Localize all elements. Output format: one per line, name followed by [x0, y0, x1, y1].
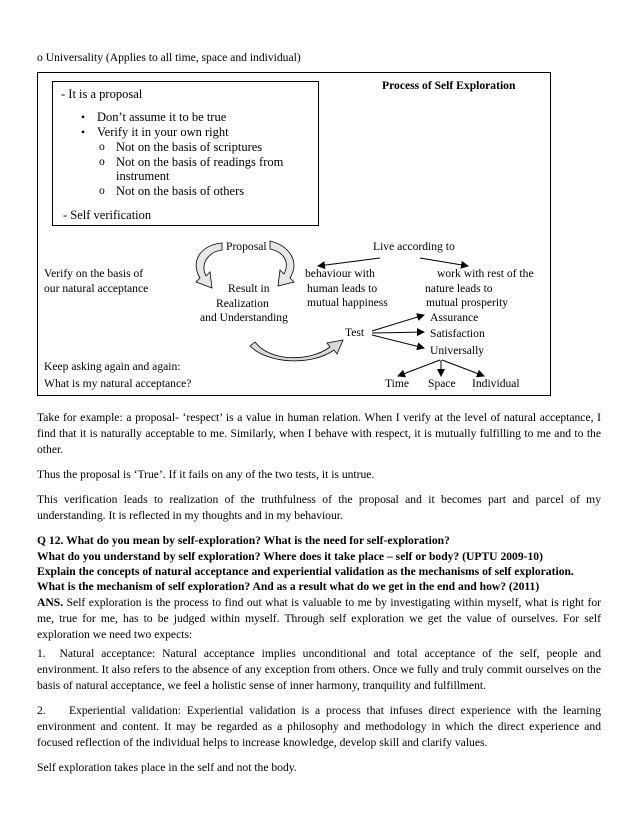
dim-space: Space — [428, 377, 456, 390]
answer-text: Self exploration is the process to find out what is valuable to me by investigating within myself, what is right for me, true for me, has to be judged within myself. Through self exploration we get the value of ourselves. For self exploration we need two expects: — [37, 596, 601, 641]
result-line-2: Realization — [216, 297, 269, 310]
test-label: Test — [345, 326, 365, 339]
keep-asking-line-2: What is my natural acceptance? — [44, 377, 192, 390]
work-line-1: work with rest of the — [437, 267, 534, 280]
live-according-to: Live according to — [373, 240, 455, 253]
outcome-universally: Universally — [430, 344, 485, 357]
test-arrow-universally — [372, 335, 424, 348]
point-text: Experiential validation: Experiential validation is a process that infuses direct experience with the learning environment and content. It may be regarded as a philosophy and methodology in which the direct experience and focused reflection of the individual helps to increase knowledge, develop skill and clarify values. — [37, 704, 601, 749]
bullet-icon: • — [81, 126, 86, 139]
thus-paragraph: Thus the proposal is ‘True’. If it fails on any of the two tests, it is untrue. — [37, 468, 375, 481]
bullet-icon: • — [81, 111, 86, 124]
question-line-3: Explain the concepts of natural acceptance and experiential validation as the mechanisms of self exploration. — [37, 565, 574, 578]
work-line-2: nature leads to — [425, 282, 493, 295]
answer-paragraph — [37, 595, 601, 643]
example-paragraph: Take for example: a proposal- ‘respect’ is a value in human relation. When I verify at the level of natural acceptance, I find that it is naturally acceptable to me. Similarly, when I behave with respect, it is mutually fulfilling to me and to the other. — [37, 411, 601, 456]
intro-line: o Universality (Applies to all time, space and individual) — [37, 51, 301, 64]
behaviour-line-2: human leads to — [307, 282, 378, 295]
outcome-assurance: Assurance — [430, 311, 479, 324]
proposal-heading: - It is a proposal — [61, 87, 143, 101]
verify-line-1: Verify on the basis of — [44, 267, 144, 280]
point-number: 1. — [37, 647, 46, 660]
point-number: 2. — [37, 704, 46, 717]
result-line-1: Result in — [228, 282, 270, 295]
work-line-3: mutual prosperity — [426, 296, 509, 309]
sub-item-instrument: instrument — [116, 169, 170, 183]
question-line-2: What do you understand by self exploration? Where does it take place – self or body? (UPTU 2009-10) — [37, 550, 543, 563]
test-arrow-satisfaction — [372, 332, 424, 333]
dim-individual: Individual — [472, 377, 520, 390]
behaviour-line-3: mutual happiness — [307, 296, 388, 309]
dim-time: Time — [385, 377, 410, 390]
univ-arrow-individual — [442, 360, 484, 376]
sub-item-scriptures: Not on the basis of scriptures — [116, 140, 263, 154]
verification-paragraph: This verification leads to realization of the truthfulness of the proposal and it becomes part and parcel of my understanding. It is reflected in my thoughts and in my behaviour. — [37, 493, 601, 522]
proposal-label: Proposal — [226, 240, 267, 253]
sub-bullet-icon: o — [99, 184, 105, 197]
keep-asking-line-1: Keep asking again and again: — [44, 360, 181, 373]
self-verification: - Self verification — [63, 208, 152, 222]
point-text: Natural acceptance: Natural acceptance implies unconditional and total acceptance of the self, people and environment. It also refers to the absence of any exception from others. Once we fully and truly commit ourselves on the basis of natural acceptance, we feel a holistic sense of inner harmony, tranquility and fulfillment. — [37, 647, 601, 692]
sub-bullet-icon: o — [99, 155, 105, 168]
swoosh-arrow — [250, 340, 343, 361]
closing-line: Self exploration takes place in the self and not the body. — [37, 761, 297, 774]
sub-item-readings: Not on the basis of readings from — [116, 155, 284, 169]
answer-label: ANS. — [37, 596, 64, 609]
bullet-verify: Verify it in your own right — [97, 125, 229, 139]
question-line-1: Q 12. What do you mean by self-exploration? What is the need for self-exploration? — [37, 534, 450, 547]
diagram-title: Process of Self Exploration — [382, 79, 516, 92]
result-line-3: and Understanding — [200, 311, 288, 324]
outcome-satisfaction: Satisfaction — [430, 327, 485, 340]
question-line-4: What is the mechanism of self exploration? And as a result what do we get in the end and how? (2011) — [37, 580, 540, 593]
test-arrow-assurance — [372, 315, 424, 331]
live-arrow-left — [318, 258, 380, 266]
sub-item-others: Not on the basis of others — [116, 184, 245, 198]
point-experiential-validation — [37, 703, 601, 751]
live-arrow-right — [420, 258, 468, 266]
univ-arrow-time — [398, 360, 440, 376]
sub-bullet-icon: o — [99, 140, 105, 153]
bullet-dont-assume: Don’t assume it to be true — [97, 110, 227, 124]
cycle-arrow-left — [196, 243, 222, 288]
point-natural-acceptance — [37, 646, 601, 694]
cycle-arrow-right — [270, 241, 294, 286]
verify-line-2: our natural acceptance — [44, 282, 149, 295]
behaviour-line-1: behaviour with — [305, 267, 375, 280]
